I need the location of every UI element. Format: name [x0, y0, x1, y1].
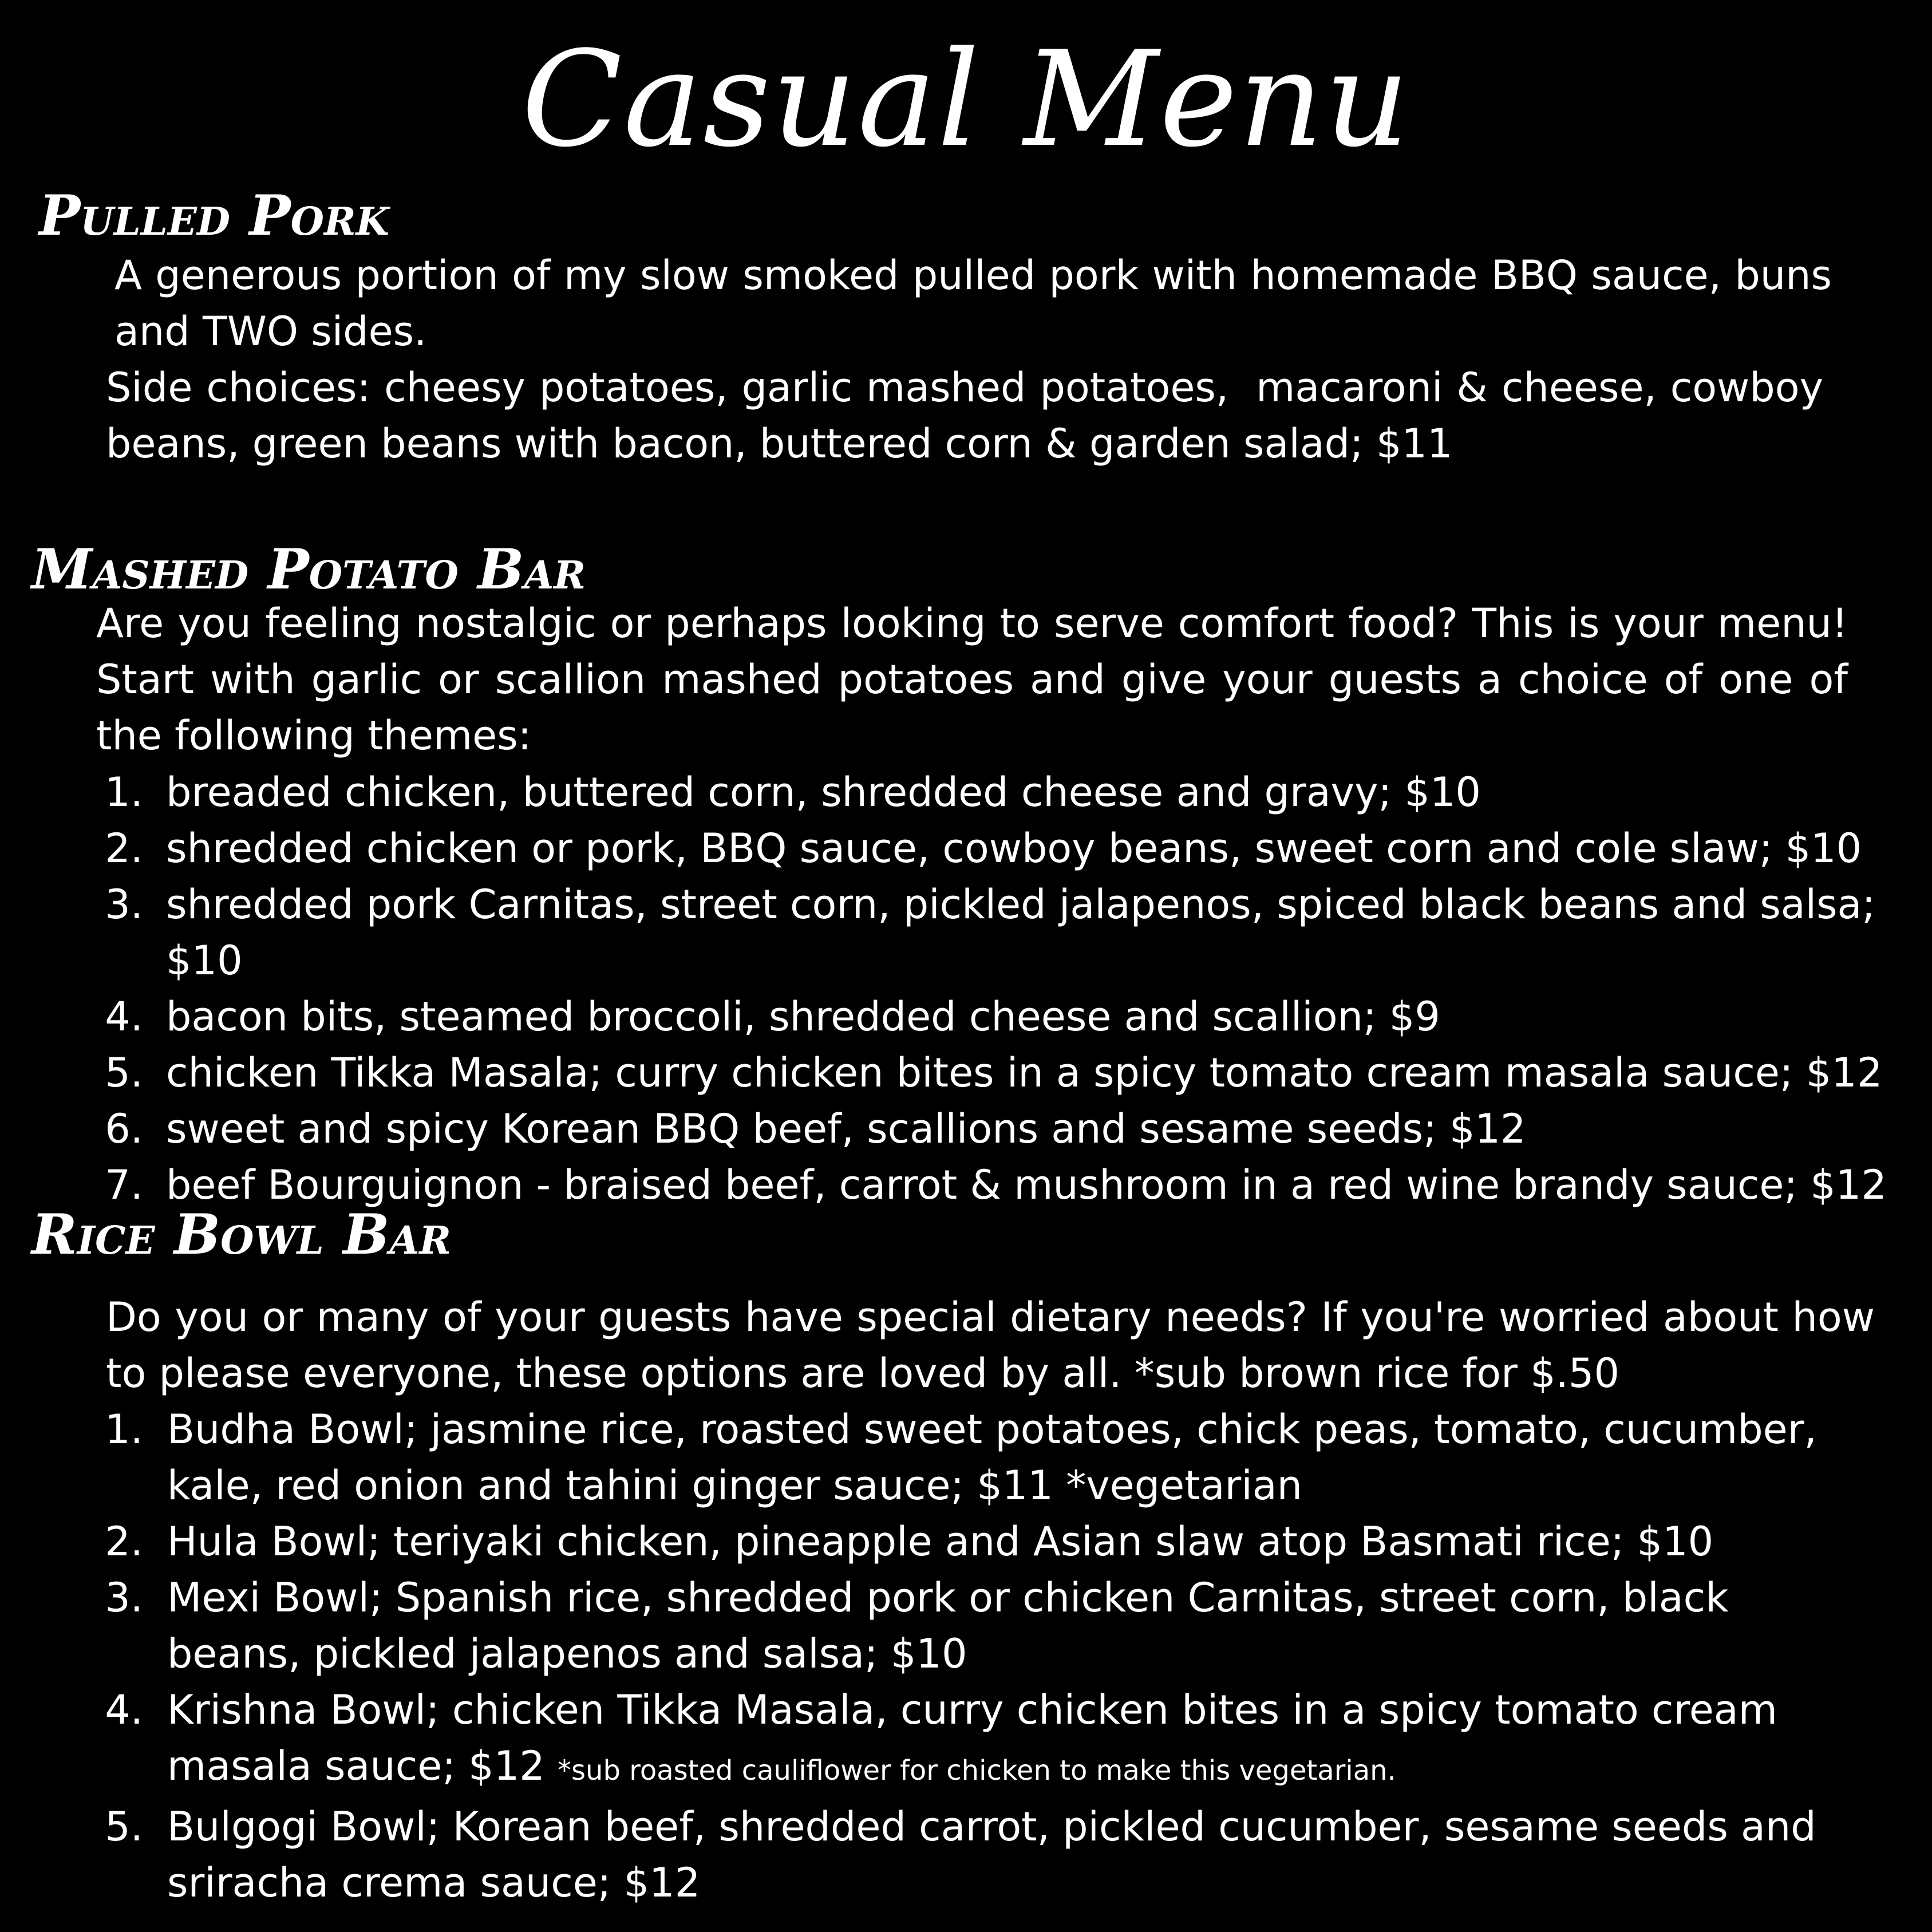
mashed-potato-theme-list: [80, 764, 1901, 1213]
list-item: [86, 1514, 1855, 1570]
item-number: 5.: [105, 1049, 143, 1096]
item-number: 1.: [105, 769, 143, 816]
section-heading-pulled-pork: Pulled Pork: [39, 183, 389, 248]
list-item: [80, 1101, 1901, 1157]
item-number: 2.: [105, 825, 143, 872]
item-text: beef Bourguignon - braised beef, carrot & mushroom in a red wine brandy sauce; $12: [166, 1161, 1887, 1208]
item-number: 1.: [105, 1406, 143, 1453]
pulled-pork-side-choices: Side choices: cheesy potatoes, garlic mashed potatoes, macaroni & cheese, cowboy beans, green beans with bacon, buttered corn & garden salad; $11: [106, 364, 1836, 467]
item-text: shredded chicken or pork, BBQ sauce, cowboy beans, sweet corn and cole slaw; $10: [166, 825, 1862, 872]
item-number: 7.: [105, 1161, 143, 1208]
item-text: sweet and spicy Korean BBQ beef, scallions and sesame seeds; $12: [166, 1105, 1526, 1152]
item-number: 5.: [105, 1803, 143, 1850]
item-text: chicken Tikka Masala; curry chicken bites in a spicy tomato cream masala sauce; $12: [166, 1049, 1883, 1096]
list-item: [86, 1570, 1855, 1682]
item-number: 4.: [105, 993, 143, 1040]
list-item: [80, 820, 1901, 876]
list-item: [86, 1401, 1855, 1514]
item-text: [143, 1682, 1855, 1799]
mashed-potato-bar-intro: Are you feeling nostalgic or perhaps looking to serve comfort food? This is your menu! Start with garlic or scallion mashed potatoes and give your guests a choice of one of the following themes:: [96, 600, 1861, 759]
item-number: 3.: [105, 881, 143, 928]
section-heading-mashed-potato-bar: Mashed Potato Bar: [31, 537, 586, 602]
item-description: Bulgogi Bowl; Korean beef, shredded carrot, pickled cucumber, sesame seeds and sriracha crema sauce; $12: [167, 1803, 1816, 1906]
menu-title: Casual Menu: [521, 23, 1411, 176]
item-text: [143, 1514, 1855, 1570]
pulled-pork-description: A generous portion of my slow smoked pulled pork with homemade BBQ sauce, buns and TWO sides.: [114, 252, 1845, 355]
item-number: 2.: [105, 1518, 143, 1565]
item-text: [143, 1570, 1855, 1682]
section-heading-rice-bowl-bar: Rice Bowl Bar: [31, 1202, 452, 1267]
list-item: [86, 1682, 1855, 1799]
item-description: Mexi Bowl; Spanish rice, shredded pork or chicken Carnitas, street corn, black beans, pickled jalapenos and salsa; $10: [167, 1574, 1729, 1677]
list-item: [80, 764, 1901, 820]
list-item: [80, 989, 1901, 1045]
item-text: [143, 1401, 1855, 1514]
item-note: *sub roasted cauliflower for chicken to make this vegetarian.: [558, 1755, 1396, 1787]
item-number: 6.: [105, 1105, 143, 1152]
rice-bowl-bar-intro: Do you or many of your guests have special dietary needs? If you're worried about how to please everyone, these options are loved by all. *sub brown rice for $.50: [106, 1294, 1888, 1397]
item-description: Budha Bowl; jasmine rice, roasted sweet potatoes, chick peas, tomato, cucumber, kale, red onion and tahini ginger sauce; $11 *vegetarian: [167, 1406, 1817, 1509]
list-item: [80, 876, 1901, 989]
item-text: breaded chicken, buttered corn, shredded cheese and gravy; $10: [166, 769, 1481, 816]
item-description: Hula Bowl; teriyaki chicken, pineapple and Asian slaw atop Basmati rice; $10: [167, 1518, 1714, 1565]
item-number: 4.: [105, 1686, 143, 1733]
list-item: [86, 1799, 1855, 1911]
item-text: shredded pork Carnitas, street corn, pickled jalapenos, spiced black beans and salsa; $10: [166, 881, 1876, 984]
item-text: bacon bits, steamed broccoli, shredded cheese and scallion; $9: [166, 993, 1440, 1040]
list-item: [80, 1045, 1901, 1101]
item-description: Krishna Bowl; chicken Tikka Masala, curry chicken bites in a spicy tomato cream masala sauce; $12: [167, 1686, 1777, 1789]
rice-bowl-list: [86, 1401, 1855, 1911]
item-number: 3.: [105, 1574, 143, 1621]
item-text: [143, 1799, 1855, 1911]
